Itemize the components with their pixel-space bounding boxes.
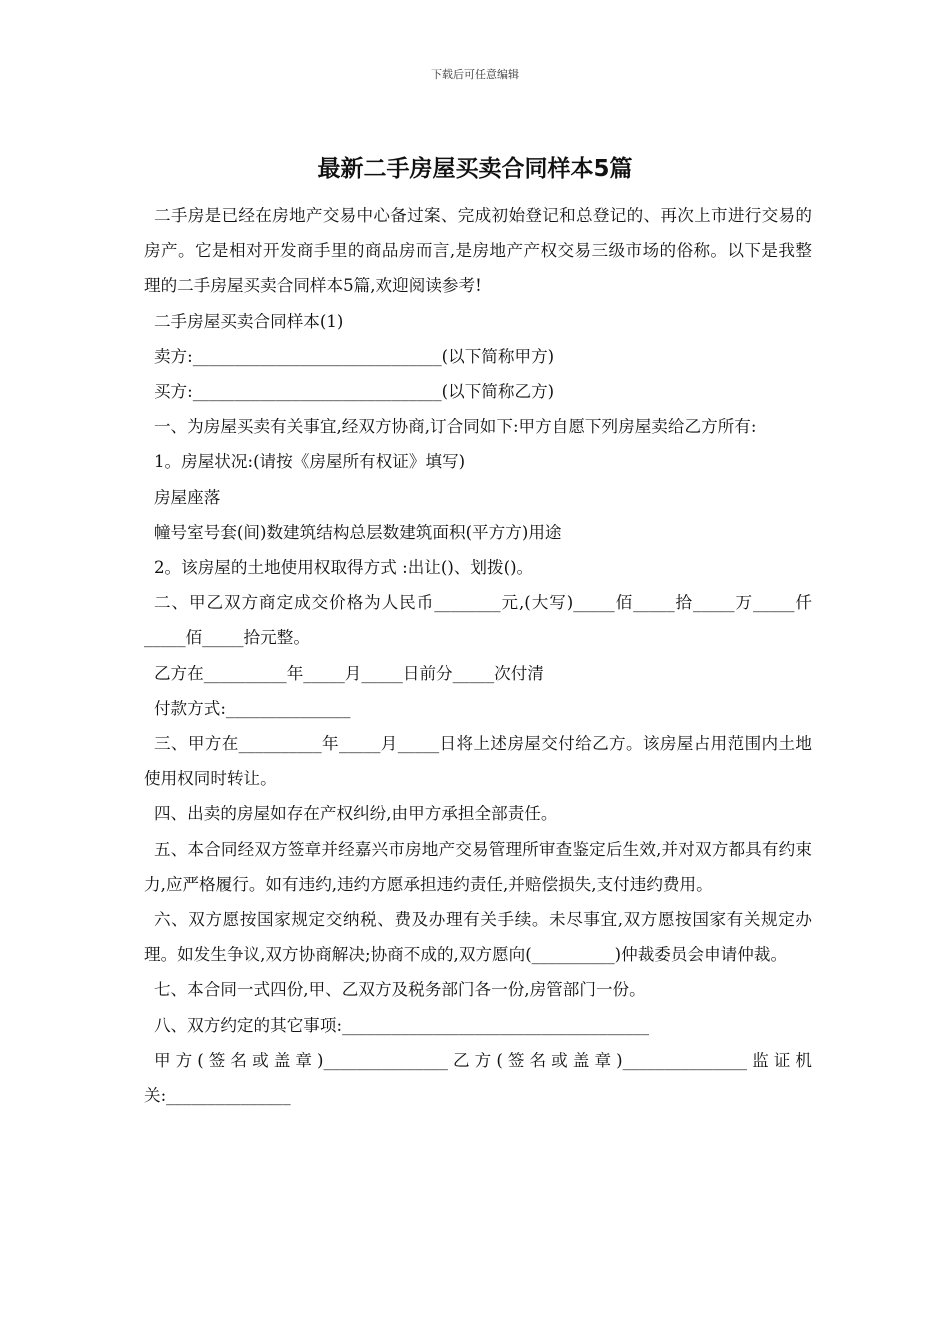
clause-4: 四、出卖的房屋如存在产权纠纷,由甲方承担全部责任。 <box>153 804 558 824</box>
document-title: 最新二手房屋买卖合同样本5篇 <box>317 156 633 182</box>
document-body <box>144 198 812 1113</box>
house-location-label: 房屋座落 <box>153 487 221 507</box>
house-attributes-line: 幢号室号套(间)数建筑结构总层数建筑面积(平方方)用途 <box>153 522 562 542</box>
clause-2: 二、甲乙双方商定成交价格为人民币________元,(大写)_____佰_____拾_____万_____仟_____佰_____拾元整。 <box>144 593 812 648</box>
section-heading: 二手房屋买卖合同样本(1) <box>153 311 344 331</box>
clause-6: 六、双方愿按国家规定交纳税、费及办理有关手续。未尽事宜,双方愿按国家有关规定办理。如发生争议,双方协商解决;协商不成的,双方愿向(__________)仲裁委员会申请仲裁。 <box>144 910 812 965</box>
intro-paragraph: 二手房是已经在房地产交易中心备过案、完成初始登记和总登记的、再次上市进行交易的房产。它是相对开发商手里的商品房而言,是房地产产权交易三级市场的俗称。以下是我整理的二手房屋买卖合同样本5篇,欢迎阅读参考! <box>144 206 812 296</box>
clause-1-item-1: 1。房屋状况:(请按《房屋所有权证》填写) <box>153 452 466 472</box>
header-note: 下载后可任意编辑 <box>431 68 519 81</box>
buyer-line: 买方:______________________________(以下简称乙方) <box>153 382 555 402</box>
signature-line: 甲方(签名或盖章)_______________乙方(签名或盖章)_______________监证机关:_______________ <box>144 1050 812 1106</box>
payment-method: 付款方式:_______________ <box>153 698 351 718</box>
clause-1: 一、为房屋买卖有关事宜,经双方协商,订合同如下:甲方自愿下列房屋卖给乙方所有: <box>153 417 757 437</box>
clause-3: 三、甲方在__________年_____月_____日将上述房屋交付给乙方。该房屋占用范围内土地使用权同时转让。 <box>144 734 812 789</box>
clause-5: 五、本合同经双方签章并经嘉兴市房地产交易管理所审查鉴定后生效,并对双方都具有约束力,应严格履行。如有违约,违约方愿承担违约责任,并赔偿损失,支付违约费用。 <box>144 839 812 894</box>
seller-line: 卖方:______________________________(以下简称甲方) <box>153 346 555 366</box>
clause-1-item-2: 2。该房屋的土地使用权取得方式 :出让()、划拨()。 <box>153 558 534 578</box>
clause-8: 八、双方约定的其它事项:_____________________________________ <box>153 1015 650 1035</box>
payment-schedule: 乙方在__________年_____月_____日前分_____次付清 <box>153 663 544 683</box>
clause-7: 七、本合同一式四份,甲、乙双方及税务部门各一份,房管部门一份。 <box>153 980 646 1000</box>
